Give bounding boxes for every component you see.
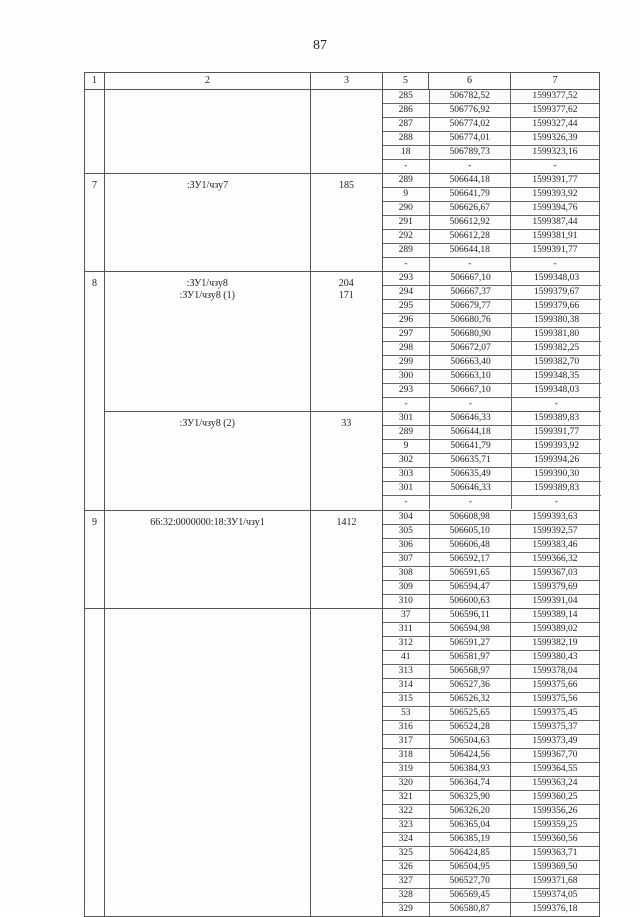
point-number: 9 bbox=[403, 189, 409, 199]
area-cell bbox=[310, 90, 382, 173]
coordinate-y: 1599393,92 bbox=[511, 440, 601, 453]
point-row bbox=[383, 637, 599, 651]
page-number: 87 bbox=[313, 38, 327, 53]
coordinate-y: 1599359,25 bbox=[510, 819, 599, 832]
coordinate-x: 506524,28 bbox=[429, 721, 510, 734]
coordinate-x: 506527,70 bbox=[429, 875, 510, 888]
parcel-name-cell-line: :ЗУ1/чзу8 bbox=[186, 278, 228, 289]
row-number-cell bbox=[84, 90, 104, 173]
coordinate-x: 506646,33 bbox=[429, 482, 511, 495]
coordinate-x: 506667,10 bbox=[429, 272, 511, 285]
point-row bbox=[383, 132, 599, 146]
point-row bbox=[383, 118, 599, 132]
coordinate-x: 506635,49 bbox=[429, 468, 511, 481]
coordinate-x: 506384,93 bbox=[429, 763, 510, 776]
coordinate-y: 1599382,25 bbox=[511, 342, 601, 355]
coordinate-x: 506580,87 bbox=[429, 903, 510, 916]
coordinate-x: 506612,28 bbox=[429, 230, 510, 243]
coordinate-y: 1599389,02 bbox=[510, 623, 599, 636]
coordinate-x: 506641,79 bbox=[429, 440, 511, 453]
point-number: 301 bbox=[398, 413, 414, 423]
area-cell bbox=[310, 272, 382, 411]
coordinate-x: 506680,90 bbox=[429, 328, 511, 341]
point-number: 315 bbox=[398, 694, 413, 704]
point-row bbox=[383, 609, 599, 623]
point-row bbox=[383, 623, 599, 637]
point-number: 41 bbox=[401, 652, 411, 662]
point-row bbox=[383, 553, 599, 567]
coordinate-x: 506774,01 bbox=[429, 132, 510, 145]
area-cell bbox=[310, 609, 382, 916]
point-number: 305 bbox=[398, 526, 413, 536]
coordinate-x: 506667,37 bbox=[429, 286, 511, 299]
subrow bbox=[105, 272, 382, 411]
point-number: 325 bbox=[398, 848, 413, 858]
row-number-cell bbox=[84, 272, 104, 510]
coordinate-y: 1599348,03 bbox=[511, 272, 601, 285]
coordinate-x: 506672,07 bbox=[429, 342, 511, 355]
point-row bbox=[383, 370, 601, 384]
point-number: 294 bbox=[398, 287, 414, 297]
coordinate-y: 1599393,63 bbox=[510, 511, 599, 524]
coordinate-y: 1599367,70 bbox=[510, 749, 599, 762]
points-cell bbox=[383, 272, 601, 411]
coordinate-x: 506525,65 bbox=[429, 707, 510, 720]
coordinate-y: 1599363,71 bbox=[510, 847, 599, 860]
coordinate-x: 506424,85 bbox=[429, 847, 510, 860]
coordinate-x: 506606,48 bbox=[429, 539, 510, 552]
point-row bbox=[383, 230, 599, 244]
point-row bbox=[383, 721, 599, 735]
row-number-cell bbox=[84, 174, 104, 271]
subrow bbox=[105, 411, 382, 510]
point-number: - bbox=[404, 497, 408, 507]
point-number: 329 bbox=[398, 904, 413, 914]
point-number: 307 bbox=[398, 554, 413, 564]
point-number: 37 bbox=[401, 610, 411, 620]
coordinate-y: 1599390,30 bbox=[511, 468, 601, 481]
point-number: 317 bbox=[398, 736, 413, 746]
point-row bbox=[383, 328, 601, 342]
point-row bbox=[383, 426, 601, 440]
row-number-cell bbox=[84, 511, 104, 608]
coordinate-y: 1599391,04 bbox=[510, 595, 599, 608]
coordinate-x: 506782,52 bbox=[429, 90, 510, 103]
points-cell bbox=[382, 90, 600, 173]
point-row bbox=[383, 777, 599, 791]
coordinate-x: 506776,92 bbox=[429, 104, 510, 117]
point-row bbox=[383, 763, 599, 777]
table-body bbox=[84, 90, 600, 917]
point-number: 302 bbox=[398, 455, 414, 465]
coordinate-y: 1599366,32 bbox=[510, 553, 599, 566]
point-number: 313 bbox=[398, 666, 413, 676]
point-row bbox=[383, 567, 599, 581]
coordinate-x: 506626,67 bbox=[429, 202, 510, 215]
point-number: 324 bbox=[398, 834, 413, 844]
point-number: 301 bbox=[398, 483, 414, 493]
header-cell: 6 bbox=[428, 73, 510, 89]
point-row bbox=[383, 875, 599, 889]
point-number: 326 bbox=[398, 862, 413, 872]
point-number: 9 bbox=[403, 441, 409, 451]
coordinate-x: - bbox=[429, 398, 511, 411]
coordinate-y: 1599375,56 bbox=[510, 693, 599, 706]
point-row bbox=[383, 160, 599, 173]
coordinate-x: 506679,77 bbox=[429, 300, 511, 313]
coordinate-y: 1599394,26 bbox=[511, 454, 601, 467]
point-number: - bbox=[404, 399, 408, 409]
point-row bbox=[383, 693, 599, 707]
point-row bbox=[383, 216, 599, 230]
coordinate-x: 506667,10 bbox=[429, 384, 511, 397]
coordinate-y: 1599376,18 bbox=[510, 903, 599, 916]
coordinate-x: 506591,27 bbox=[429, 637, 510, 650]
coordinate-x: 506612,92 bbox=[429, 216, 510, 229]
coordinate-y: 1599378,04 bbox=[510, 665, 599, 678]
coordinate-y: - bbox=[510, 160, 599, 173]
points-cell bbox=[382, 174, 600, 271]
coordinate-y: 1599379,66 bbox=[511, 300, 601, 313]
point-number: 308 bbox=[398, 568, 413, 578]
parcel-name-cell bbox=[105, 272, 310, 411]
coordinate-x: 506646,33 bbox=[429, 412, 511, 425]
coordinate-x: 506326,20 bbox=[429, 805, 510, 818]
row-number-cell-line: 9 bbox=[92, 517, 97, 528]
point-number: 312 bbox=[398, 638, 413, 648]
coordinate-y: 1599323,16 bbox=[510, 146, 599, 159]
header-cell: 1 bbox=[84, 73, 104, 89]
coordinate-x: 506644,18 bbox=[429, 244, 510, 257]
coordinate-y: 1599374,05 bbox=[510, 889, 599, 902]
coordinate-y: 1599387,44 bbox=[510, 216, 599, 229]
table-row bbox=[84, 272, 600, 511]
point-number: 289 bbox=[398, 245, 413, 255]
point-row bbox=[383, 384, 601, 398]
table-header-row bbox=[84, 72, 600, 90]
point-number: 322 bbox=[398, 806, 413, 816]
coordinate-x: 506608,98 bbox=[429, 511, 510, 524]
point-number: 296 bbox=[398, 315, 414, 325]
coordinate-x: 506325,90 bbox=[429, 791, 510, 804]
coordinate-y: 1599348,35 bbox=[511, 370, 601, 383]
coordinate-y: 1599389,83 bbox=[511, 412, 601, 425]
point-number: 292 bbox=[398, 231, 413, 241]
point-number: 320 bbox=[398, 778, 413, 788]
coordinate-y: - bbox=[511, 496, 601, 509]
coordinate-y: 1599392,57 bbox=[510, 525, 599, 538]
coordinate-y: 1599356,26 bbox=[510, 805, 599, 818]
point-number: 327 bbox=[398, 876, 413, 886]
point-row bbox=[383, 889, 599, 903]
coordinate-x: 506527,36 bbox=[429, 679, 510, 692]
header-cell: 3 bbox=[310, 73, 382, 89]
point-row bbox=[383, 286, 601, 300]
coordinate-x: 506644,18 bbox=[429, 426, 511, 439]
point-row bbox=[383, 314, 601, 328]
point-number: 287 bbox=[398, 119, 413, 129]
coordinate-y: 1599360,25 bbox=[510, 791, 599, 804]
coordinate-y: 1599379,67 bbox=[511, 286, 601, 299]
header-cell: 7 bbox=[510, 73, 600, 89]
coordinate-x: 506581,97 bbox=[429, 651, 510, 664]
points-cell bbox=[382, 511, 600, 608]
point-row bbox=[383, 679, 599, 693]
coordinate-y: 1599380,43 bbox=[510, 651, 599, 664]
coordinate-y: 1599326,39 bbox=[510, 132, 599, 145]
coordinate-x: 506663,10 bbox=[429, 370, 511, 383]
point-row bbox=[383, 833, 599, 847]
point-row bbox=[383, 665, 599, 679]
coordinate-x: 506663,40 bbox=[429, 356, 511, 369]
point-row bbox=[383, 244, 599, 258]
point-number: 314 bbox=[398, 680, 413, 690]
coordinate-y: 1599327,44 bbox=[510, 118, 599, 131]
point-number: 293 bbox=[398, 385, 414, 395]
coordinate-y: 1599391,77 bbox=[510, 174, 599, 187]
coordinate-y: 1599389,14 bbox=[510, 609, 599, 622]
point-row bbox=[383, 90, 599, 104]
coordinate-x: 506641,79 bbox=[429, 188, 510, 201]
point-row bbox=[383, 791, 599, 805]
point-row bbox=[383, 454, 601, 468]
coordinates-table bbox=[84, 72, 600, 917]
point-row bbox=[383, 300, 601, 314]
coordinate-x: 506364,74 bbox=[429, 777, 510, 790]
point-number: 291 bbox=[398, 217, 413, 227]
point-number: 298 bbox=[398, 343, 414, 353]
coordinate-y: 1599377,62 bbox=[510, 104, 599, 117]
point-row bbox=[383, 861, 599, 875]
area-cell bbox=[310, 412, 382, 510]
area-cell-line: 1412 bbox=[336, 517, 357, 528]
coordinate-y: 1599363,24 bbox=[510, 777, 599, 790]
coordinate-y: 1599381,80 bbox=[511, 328, 601, 341]
parcel-name-cell bbox=[104, 511, 310, 608]
point-number: 285 bbox=[398, 91, 413, 101]
area-cell bbox=[310, 174, 382, 271]
point-row bbox=[383, 511, 599, 525]
point-row bbox=[383, 440, 601, 454]
point-row bbox=[383, 496, 601, 509]
point-number: 318 bbox=[398, 750, 413, 760]
coordinate-y: - bbox=[510, 258, 599, 271]
points-cell bbox=[382, 609, 600, 916]
point-row bbox=[383, 749, 599, 763]
coordinate-y: 1599391,77 bbox=[511, 426, 601, 439]
point-row bbox=[383, 805, 599, 819]
point-row bbox=[383, 581, 599, 595]
point-number: 323 bbox=[398, 820, 413, 830]
coordinate-x: 506774,02 bbox=[429, 118, 510, 131]
coordinate-y: 1599391,77 bbox=[510, 244, 599, 257]
table-row bbox=[84, 511, 600, 609]
point-row bbox=[383, 468, 601, 482]
point-row bbox=[383, 272, 601, 286]
point-number: 289 bbox=[398, 175, 413, 185]
point-row bbox=[383, 202, 599, 216]
coordinate-x: 506504,63 bbox=[429, 735, 510, 748]
point-number: 304 bbox=[398, 512, 413, 522]
area-cell-line: 171 bbox=[338, 290, 354, 301]
coordinate-y: 1599371,68 bbox=[510, 875, 599, 888]
point-row bbox=[383, 188, 599, 202]
subrows-cell bbox=[104, 272, 382, 510]
point-number: 299 bbox=[398, 357, 414, 367]
coordinate-x: 506568,97 bbox=[429, 665, 510, 678]
coordinate-x: - bbox=[429, 258, 510, 271]
point-number: 328 bbox=[398, 890, 413, 900]
coordinate-x: - bbox=[429, 496, 511, 509]
row-number-cell-line: 7 bbox=[92, 180, 97, 191]
point-number: 289 bbox=[398, 427, 414, 437]
point-row bbox=[383, 356, 601, 370]
points-cell bbox=[383, 411, 601, 509]
coordinate-x: 506605,10 bbox=[429, 525, 510, 538]
point-row bbox=[383, 847, 599, 861]
coordinate-y: 1599360,56 bbox=[510, 833, 599, 846]
coordinate-y: 1599382,19 bbox=[510, 637, 599, 650]
area-cell-line: 185 bbox=[339, 180, 354, 191]
point-number: 293 bbox=[398, 273, 414, 283]
parcel-name-cell bbox=[104, 90, 310, 173]
coordinate-y: 1599364,55 bbox=[510, 763, 599, 776]
point-number: 316 bbox=[398, 722, 413, 732]
point-number: 286 bbox=[398, 105, 413, 115]
point-number: 303 bbox=[398, 469, 414, 479]
coordinate-y: 1599382,70 bbox=[511, 356, 601, 369]
point-row bbox=[383, 651, 599, 665]
point-row bbox=[383, 342, 601, 356]
coordinate-y: 1599394,76 bbox=[510, 202, 599, 215]
parcel-name-cell bbox=[105, 412, 310, 510]
coordinate-x: 506789,73 bbox=[429, 146, 510, 159]
point-row bbox=[383, 525, 599, 539]
area-cell-line: 204 bbox=[338, 278, 354, 289]
point-row bbox=[383, 735, 599, 749]
points-cell bbox=[382, 272, 600, 510]
point-row bbox=[383, 819, 599, 833]
table-row bbox=[84, 174, 600, 272]
coordinate-y: 1599375,37 bbox=[510, 721, 599, 734]
point-row bbox=[383, 174, 599, 188]
point-number: 18 bbox=[401, 147, 411, 157]
coordinate-x: 506569,45 bbox=[429, 889, 510, 902]
parcel-name-cell bbox=[104, 174, 310, 271]
point-row bbox=[383, 539, 599, 553]
point-number: 295 bbox=[398, 301, 414, 311]
coordinate-x: 506594,47 bbox=[429, 581, 510, 594]
coordinate-x: 506600,63 bbox=[429, 595, 510, 608]
point-row bbox=[383, 146, 599, 160]
row-number-cell bbox=[84, 609, 104, 916]
area-cell bbox=[310, 511, 382, 608]
header-cell: 5 bbox=[382, 73, 428, 89]
point-number: 288 bbox=[398, 133, 413, 143]
coordinate-y: 1599389,83 bbox=[511, 482, 601, 495]
coordinate-x: 506504,95 bbox=[429, 861, 510, 874]
coordinate-x: - bbox=[429, 160, 510, 173]
coordinate-x: 506680,76 bbox=[429, 314, 511, 327]
point-number: 306 bbox=[398, 540, 413, 550]
table-row bbox=[84, 90, 600, 174]
coordinate-x: 506526,32 bbox=[429, 693, 510, 706]
point-row bbox=[383, 398, 601, 411]
coordinate-y: 1599393,92 bbox=[510, 188, 599, 201]
coordinate-y: 1599375,66 bbox=[510, 679, 599, 692]
coordinate-y: 1599380,38 bbox=[511, 314, 601, 327]
coordinate-y: 1599375,45 bbox=[510, 707, 599, 720]
parcel-name-cell-line: :ЗУ1/чзу8 (2) bbox=[179, 418, 235, 429]
point-row bbox=[383, 595, 599, 608]
coordinate-y: 1599373,49 bbox=[510, 735, 599, 748]
point-number: 300 bbox=[398, 371, 414, 381]
point-row bbox=[383, 707, 599, 721]
coordinate-y: - bbox=[511, 398, 601, 411]
header-cell: 2 bbox=[104, 73, 310, 89]
coordinate-y: 1599369,50 bbox=[510, 861, 599, 874]
coordinate-x: 506596,11 bbox=[429, 609, 510, 622]
point-number: 319 bbox=[398, 764, 413, 774]
point-number: 290 bbox=[398, 203, 413, 213]
coordinate-y: 1599379,69 bbox=[510, 581, 599, 594]
point-number: 309 bbox=[398, 582, 413, 592]
coordinate-x: 506594,98 bbox=[429, 623, 510, 636]
coordinate-x: 506635,71 bbox=[429, 454, 511, 467]
parcel-name-cell-line: :ЗУ1/чзу8 (1) bbox=[179, 290, 235, 301]
area-cell-line: 33 bbox=[341, 418, 352, 429]
coordinate-y: 1599377,52 bbox=[510, 90, 599, 103]
point-number: 311 bbox=[398, 624, 413, 634]
point-row bbox=[383, 258, 599, 271]
coordinate-x: 506385,19 bbox=[429, 833, 510, 846]
coordinate-y: 1599381,91 bbox=[510, 230, 599, 243]
point-number: 297 bbox=[398, 329, 414, 339]
parcel-name-cell bbox=[104, 609, 310, 916]
coordinate-x: 506644,18 bbox=[429, 174, 510, 187]
coordinate-y: 1599367,03 bbox=[510, 567, 599, 580]
point-row bbox=[383, 482, 601, 496]
coordinate-x: 506592,17 bbox=[429, 553, 510, 566]
point-number: 321 bbox=[398, 792, 413, 802]
parcel-name-cell-line: :ЗУ1/чзу7 bbox=[186, 180, 229, 191]
point-row bbox=[383, 412, 601, 426]
point-number: - bbox=[404, 161, 408, 171]
coordinate-x: 506424,56 bbox=[429, 749, 510, 762]
parcel-name-cell-line: 66:32:0000000:18:ЗУ1/чзу1 bbox=[150, 517, 265, 528]
point-number: 310 bbox=[398, 596, 413, 606]
coordinate-x: 506591,65 bbox=[429, 567, 510, 580]
point-row bbox=[383, 104, 599, 118]
coordinate-x: 506365,04 bbox=[429, 819, 510, 832]
row-number-cell-line: 8 bbox=[92, 278, 97, 289]
table-row bbox=[84, 609, 600, 917]
coordinate-y: 1599383,46 bbox=[510, 539, 599, 552]
coordinate-y: 1599348,03 bbox=[511, 384, 601, 397]
point-number: - bbox=[404, 259, 408, 269]
point-number: 53 bbox=[401, 708, 411, 718]
